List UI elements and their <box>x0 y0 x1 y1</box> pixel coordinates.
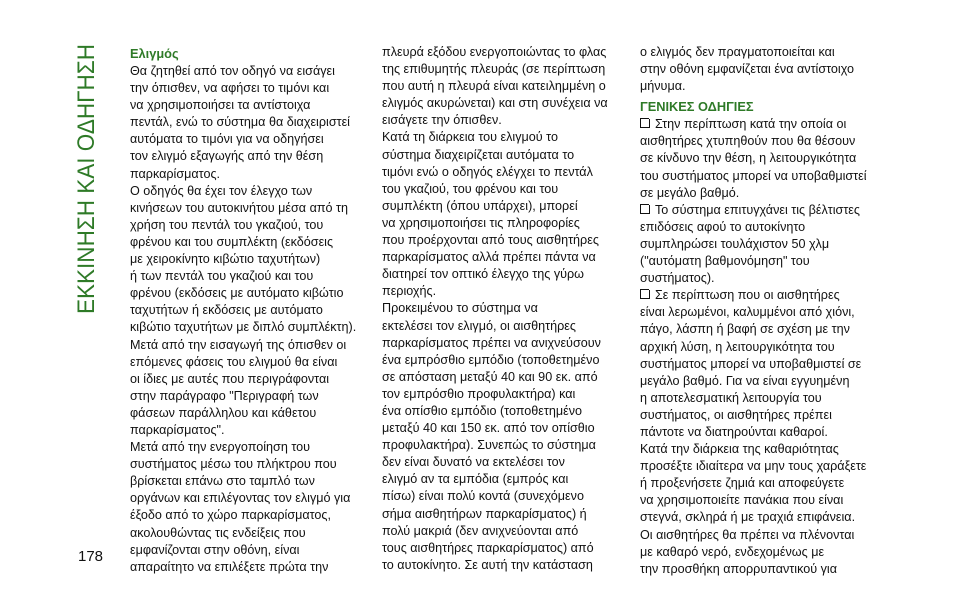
line-text: το αυτοκίνητο. Σε αυτή την κατάσταση <box>382 557 593 572</box>
section-heading: Ελιγμός <box>130 46 179 61</box>
line-text: πάγο, λάσπη ή βαφή σε σχέση με την <box>640 322 850 337</box>
line-text: Κατά τη διάρκεια του ελιγμού το <box>382 130 558 145</box>
text-line <box>130 371 370 388</box>
line-text: φρένου και του συμπλέκτη (εκδόσεις <box>130 234 334 249</box>
text-line <box>382 540 632 557</box>
text-line <box>640 509 890 526</box>
line-text: εκτελέσει τον ελιγμό, οι αισθητήρες <box>382 318 576 333</box>
text-line <box>382 129 632 146</box>
text-line <box>382 471 632 488</box>
text-line <box>640 373 890 390</box>
text-line <box>130 251 370 268</box>
line-text: ένα οπίσθιο εμπόδιο (τοποθετημένο <box>382 403 583 418</box>
text-line <box>130 439 370 456</box>
text-line <box>130 507 370 524</box>
line-text: κιβώτιο ταχυτήτων με διπλό συμπλέκτη). <box>130 320 357 335</box>
line-text: σε μεγάλο βαθμό. <box>640 185 740 200</box>
line-text: παρκαρίσματος πρέπει να ανιχνεύσουν <box>382 335 601 350</box>
line-text: σύστημα διαχειρίζεται αυτόματα το <box>382 147 575 162</box>
line-text: συμπληρώσει τουλάχιστον 50 χλμ <box>640 236 830 251</box>
text-line <box>640 441 890 458</box>
text-line <box>640 44 890 61</box>
text-line <box>640 458 890 475</box>
text-line <box>382 437 632 454</box>
line-text: συστήματος μπορεί να υποβαθμιστεί σε <box>640 356 862 371</box>
line-text: φρένου (εκδόσεις με αυτόματο κιβώτιο <box>130 286 344 301</box>
text-line <box>130 456 370 473</box>
text-line <box>382 44 632 61</box>
text-line <box>130 80 370 97</box>
text-line <box>382 369 632 386</box>
line-text: οργάνων και επιλέγοντας τον ελιγμό για <box>130 491 351 506</box>
text-line <box>382 181 632 198</box>
line-text: Μετά από την ενεργοποίηση του <box>130 440 311 455</box>
line-text: τους αισθητήρες παρκαρίσματος) από <box>382 540 594 555</box>
line-text: με χειροκίνητο κιβώτιο ταχυτήτων) <box>130 252 321 267</box>
text-line <box>640 424 890 441</box>
line-text: Μετά από την εισαγωγή της όπισθεν οι <box>130 337 347 352</box>
line-text: σε κίνδυνο την θέση, η λειτουργικότητα <box>640 151 857 166</box>
text-line <box>130 234 370 251</box>
text-line <box>382 318 632 335</box>
text-line <box>382 506 632 523</box>
line-text: Στην περίπτωση κατά την οποία οι <box>655 117 847 132</box>
line-text: είναι λερωμένοι, καλυμμένοι από χιόνι, <box>640 305 855 320</box>
line-text: αρχική λύση, η λειτουργικότητα του <box>640 339 835 354</box>
line-text: βρίσκεται επάνω στο ταμπλό των <box>130 474 315 489</box>
text-column-3 <box>640 44 890 578</box>
line-text: ένα εμπρόσθιο εμπόδιο (τοποθετημένο <box>382 352 600 367</box>
line-text: φάσεων παράλληλου και κάθετου <box>130 405 317 420</box>
text-line <box>130 405 370 422</box>
text-line <box>640 356 890 373</box>
line-text: ακολουθώντας τις ενδείξεις που <box>130 525 306 540</box>
line-text: τον εμπρόσθιο προφυλακτήρα) και <box>382 386 576 401</box>
text-line <box>382 95 632 112</box>
line-text: χρήση του πεντάλ του γκαζιού, του <box>130 217 324 232</box>
text-line <box>130 542 370 559</box>
bullet-line <box>640 202 890 219</box>
line-text: παρκαρίσματος". <box>130 422 225 437</box>
line-text: πολύ μακριά (δεν ανιχνεύονται από <box>382 523 579 538</box>
text-line <box>640 61 890 78</box>
text-line <box>382 283 632 300</box>
text-line <box>382 335 632 352</box>
line-text: που αυτή η πλευρά είναι κατειλημμένη ο <box>382 79 606 94</box>
bullet-line <box>640 287 890 304</box>
text-line <box>130 337 370 354</box>
text-line <box>640 236 890 253</box>
text-line <box>640 339 890 356</box>
line-text: ή προξενήσετε ζημιά και αποφεύγετε <box>640 476 845 491</box>
line-text: που προέρχονται από τους αισθητήρες <box>382 233 599 248</box>
line-text: επόμενες φάσεις του ελιγμού θα είναι <box>130 354 338 369</box>
text-line <box>382 300 632 317</box>
line-text: διατηρεί τον οπτικό έλεγχο της γύρω <box>382 267 584 282</box>
text-line <box>640 78 890 95</box>
text-line <box>640 492 890 509</box>
line-text: αυτόματα το τιμόνι για να οδηγήσει <box>130 132 324 147</box>
text-line <box>130 285 370 302</box>
text-line <box>382 164 632 181</box>
line-text: τιμόνι ενώ ο οδηγός ελέγχει το πεντάλ <box>382 164 593 179</box>
text-line <box>130 63 370 80</box>
text-line <box>130 490 370 507</box>
line-text: εισάγετε την όπισθεν. <box>382 113 502 128</box>
text-line <box>382 112 632 129</box>
text-line <box>382 215 632 232</box>
line-text: συμπλέκτη (όπου υπάρχει), μπορεί <box>382 198 578 213</box>
text-line <box>130 148 370 165</box>
text-line <box>130 302 370 319</box>
line-text: ο ελιγμός δεν πραγματοποιείται και <box>640 45 835 59</box>
line-text: συστήματος, οι αισθητήρες πρέπει <box>640 407 832 422</box>
line-text: αισθητήρες χτυπηθούν που θα θέσουν <box>640 134 856 149</box>
text-line <box>640 304 890 321</box>
line-text: μεταξύ 40 και 150 εκ. από τον οπίσθιο <box>382 421 595 436</box>
line-text: του συστήματος μπορεί να υποβαθμιστεί <box>640 168 867 183</box>
text-line <box>130 388 370 405</box>
text-line <box>640 168 890 185</box>
text-line <box>382 557 632 574</box>
bullet-line <box>640 116 890 133</box>
text-line <box>130 559 370 576</box>
line-text: με καθαρό νερό, ενδεχομένως με <box>640 544 825 559</box>
text-line <box>640 321 890 338</box>
text-line <box>640 544 890 561</box>
text-line <box>382 352 632 369</box>
line-text: η αποτελεσματική λειτουργία του <box>640 390 822 405</box>
side-title-text: ΕΚΚΙΝΗΣΗ ΚΑΙ ΟΔΗΓΗΣΗ <box>73 26 100 314</box>
text-line <box>382 420 632 437</box>
text-line <box>640 475 890 492</box>
line-text: ή των πεντάλ του γκαζιού και του <box>130 269 314 284</box>
bullet-icon <box>640 289 650 299</box>
line-text: πεντάλ, ενώ το σύστημα θα διαχειριστεί <box>130 115 350 130</box>
text-line <box>382 488 632 505</box>
line-text: προφυλακτήρα). Συνεπώς το σύστημα <box>382 438 596 453</box>
text-line <box>382 266 632 283</box>
text-line <box>130 166 370 183</box>
line-text: ελιγμό αν τα εμπόδια (εμπρός και <box>382 472 569 487</box>
line-text: παρκαρίσματος αλλά πρέπει πάντα να <box>382 250 596 265</box>
line-text: απαραίτητο να επιλέξετε πρώτα την <box>130 559 329 574</box>
text-line <box>382 454 632 471</box>
line-text: παρκαρίσματος. <box>130 166 221 181</box>
text-line <box>130 354 370 371</box>
line-text: Θα ζητηθεί από τον οδηγό να εισάγει <box>130 64 335 78</box>
line-text: της επιθυμητής πλευράς (σε περίπτωση <box>382 62 606 77</box>
line-text: οι ίδιες με αυτές που περιγράφονται <box>130 371 330 386</box>
text-line <box>382 523 632 540</box>
line-text: πίσω) είναι πολύ κοντά (συνεχόμενο <box>382 489 584 504</box>
line-text: σε απόσταση μεταξύ 40 και 90 εκ. από <box>382 369 598 384</box>
line-text: μήνυμα. <box>640 79 686 94</box>
line-text: μεγάλο βαθμό. Για να είναι εγγυημένη <box>640 373 850 388</box>
text-line <box>640 219 890 236</box>
text-line <box>130 525 370 542</box>
line-text: έξοδο από το χώρο παρκαρίσματος, <box>130 508 331 523</box>
line-text: επιδόσεις αφού το αυτοκίνητο <box>640 219 806 234</box>
text-line <box>640 390 890 407</box>
line-text: να χρησιμοποιείτε πανάκια που είναι <box>640 493 844 508</box>
line-text: να χρησιμοποιήσει τις πληροφορίες <box>382 215 580 230</box>
text-line <box>130 268 370 285</box>
text-line <box>640 185 890 202</box>
line-text: πάντοτε να διατηρούνται καθαροί. <box>640 424 828 439</box>
text-column-2 <box>382 44 632 574</box>
line-text: Το σύστημα επιτυγχάνει τις βέλτιστες <box>655 202 860 217</box>
line-text: συστήματος μέσω του πλήκτρου που <box>130 457 337 472</box>
line-text: στην παράγραφο "Περιγραφή των <box>130 388 319 403</box>
text-line <box>382 61 632 78</box>
text-line <box>130 422 370 439</box>
line-text: ταχυτήτων ή εκδόσεις με αυτόματο <box>130 303 323 318</box>
text-line <box>130 473 370 490</box>
bullet-icon <box>640 118 650 128</box>
line-text: να χρησιμοποιήσει τα αντίστοιχα <box>130 98 311 113</box>
text-line <box>130 131 370 148</box>
line-text: πλευρά εξόδου ενεργοποιώντας το φλας <box>382 45 607 59</box>
line-text: την όπισθεν, να αφήσει το τιμόνι και <box>130 81 330 96</box>
text-line <box>640 561 890 578</box>
text-line <box>640 270 890 287</box>
line-text: ("αυτόματη βαθμονόμηση" του <box>640 254 810 269</box>
line-text: την προσθήκη απορρυπαντικού για <box>640 561 837 576</box>
line-text: προσέξτε ιδιαίτερα να μην τους χαράξετε <box>640 459 867 474</box>
line-text: ελιγμός ακυρώνεται) και στη συνέχεια να <box>382 96 608 111</box>
line-text: στην οθόνη εμφανίζεται ένα αντίστοιχο <box>640 62 855 77</box>
line-text: συστήματος). <box>640 271 715 286</box>
text-line <box>382 249 632 266</box>
line-text: Κατά την διάρκεια της καθαριότητας <box>640 442 839 457</box>
line-text: τον ελιγμό εξαγωγής από την θέση <box>130 149 324 164</box>
text-line <box>382 147 632 164</box>
line-text: Προκειμένου το σύστημα να <box>382 301 538 316</box>
page-number: 178 <box>78 548 104 565</box>
text-line <box>640 407 890 424</box>
text-line <box>382 386 632 403</box>
bullet-icon <box>640 204 650 214</box>
text-line <box>640 133 890 150</box>
text-line <box>382 78 632 95</box>
line-text: δεν είναι δυνατό να εκτελέσει τον <box>382 455 565 470</box>
section-heading: ΓΕΝΙΚΕΣ ΟΔΗΓΙΕΣ <box>640 99 754 115</box>
text-line <box>130 114 370 131</box>
text-line <box>640 253 890 270</box>
text-line <box>130 183 370 200</box>
text-line <box>130 319 370 336</box>
section-side-title <box>64 26 104 326</box>
line-text: σήμα αισθητήρων παρκαρίσματος) ή <box>382 506 587 521</box>
side-title-svg <box>64 26 104 326</box>
text-line <box>382 403 632 420</box>
text-line <box>640 527 890 544</box>
text-line <box>130 97 370 114</box>
text-line <box>640 150 890 167</box>
text-line <box>382 232 632 249</box>
line-text: κινήσεων του αυτοκινήτου μέσα από τη <box>130 200 349 215</box>
line-text: Οι αισθητήρες θα πρέπει να πλένονται <box>640 527 855 542</box>
line-text: Σε περίπτωση που οι αισθητήρες <box>655 288 840 303</box>
text-line <box>382 198 632 215</box>
line-text: του γκαζιού, του φρένου και του <box>382 181 559 196</box>
text-line <box>130 217 370 234</box>
line-text: Ο οδηγός θα έχει τον έλεγχο των <box>130 183 313 198</box>
text-column-1 <box>130 44 370 576</box>
line-text: εμφανίζονται στην οθόνη, είναι <box>130 542 300 557</box>
text-line <box>130 200 370 217</box>
line-text: στεγνά, σκληρά ή με τραχιά επιφάνεια. <box>640 510 856 525</box>
line-text: περιοχής. <box>382 284 437 299</box>
